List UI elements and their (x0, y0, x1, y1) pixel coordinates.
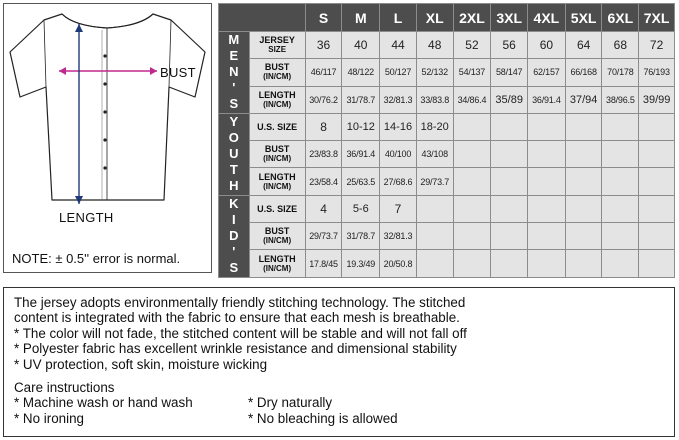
size-cell (491, 223, 528, 250)
section-title: Y O U T H (219, 113, 250, 195)
table-row (219, 250, 675, 277)
row-label-sub: (IN/CM) (263, 236, 292, 246)
section-title: K I D ' S (219, 195, 250, 277)
size-cell: 48/122 (342, 59, 380, 86)
size-cell: 52/132 (416, 59, 453, 86)
size-cell: 23/83.8 (305, 141, 342, 168)
size-cell: 64 (565, 32, 602, 59)
size-cell: 4 (305, 195, 342, 222)
row-label-main: BUST (264, 226, 290, 237)
size-cell (602, 195, 639, 222)
product-notes (3, 287, 675, 437)
row-label-main: BUST (264, 62, 290, 73)
size-cell: 36/91.4 (528, 86, 566, 113)
table-row (219, 32, 675, 59)
notes-line: * UV protection, soft skin, moisture wicking (14, 356, 268, 372)
size-cell (453, 113, 491, 140)
size-header-7xl: 7XL (639, 4, 675, 32)
table-row (219, 113, 675, 140)
size-cell: 37/94 (565, 86, 602, 113)
size-cell: 58/147 (491, 59, 528, 86)
row-label-sub: (IN/CM) (263, 181, 292, 191)
size-cell: 38/96.5 (602, 86, 639, 113)
size-header-row (219, 4, 675, 32)
size-cell: 31/78.7 (342, 223, 380, 250)
row-label (249, 195, 305, 222)
size-cell: 46/117 (305, 59, 342, 86)
size-cell (565, 250, 602, 277)
size-cell (528, 168, 566, 195)
size-cell: 54/137 (453, 59, 491, 86)
row-label-main: LENGTH (258, 171, 296, 182)
size-cell (639, 195, 675, 222)
row-label (249, 168, 305, 195)
row-label (249, 32, 305, 59)
size-cell: 10-12 (342, 113, 380, 140)
size-cell: 72 (639, 32, 675, 59)
size-cell (565, 113, 602, 140)
size-cell: 7 (380, 195, 417, 222)
size-cell: 40/100 (380, 141, 417, 168)
size-cell: 29/73.7 (416, 168, 453, 195)
size-cell (491, 250, 528, 277)
size-cell: 30/76.2 (305, 86, 342, 113)
table-row (219, 86, 675, 113)
table-row (219, 195, 675, 222)
size-cell (639, 223, 675, 250)
size-header-l: L (380, 4, 417, 32)
size-cell: 68 (602, 32, 639, 59)
jersey-outline (4, 4, 213, 274)
size-cell: 14-16 (380, 113, 417, 140)
size-cell: 52 (453, 32, 491, 59)
notes-line: content is integrated with the fabric to ensure that each mesh is breathable. (14, 310, 460, 326)
care-row (14, 395, 664, 410)
size-cell (416, 250, 453, 277)
size-header-5xl: 5XL (565, 4, 602, 32)
size-header-4xl: 4XL (528, 4, 566, 32)
row-label-sub: (IN/CM) (263, 154, 292, 164)
care-item: * No ironing (14, 410, 84, 426)
size-cell: 66/168 (565, 59, 602, 86)
size-cell (491, 195, 528, 222)
size-cell: 34/86.4 (453, 86, 491, 113)
header-corner (219, 4, 306, 32)
size-cell (528, 223, 566, 250)
row-label (249, 141, 305, 168)
size-cell: 40 (342, 32, 380, 59)
size-header-xl: XL (416, 4, 453, 32)
size-cell (565, 195, 602, 222)
size-cell: 43/108 (416, 141, 453, 168)
size-cell (602, 223, 639, 250)
row-label-main: U.S. SIZE (257, 203, 298, 214)
size-cell: 50/127 (380, 59, 417, 86)
size-cell: 56 (491, 32, 528, 59)
size-cell: 76/193 (639, 59, 675, 86)
care-item: * Machine wash or hand wash (14, 395, 193, 411)
size-cell: 39/99 (639, 86, 675, 113)
size-cell (565, 168, 602, 195)
size-cell: 18-20 (416, 113, 453, 140)
row-label (249, 223, 305, 250)
notes-line: * The color will not fade, the stitched content will be stable and will not fall off (14, 325, 467, 341)
size-cell (602, 113, 639, 140)
length-label: LENGTH (59, 210, 114, 225)
size-header-3xl: 3XL (491, 4, 528, 32)
size-cell (453, 168, 491, 195)
care-item: * No bleaching is allowed (248, 410, 398, 426)
size-cell: 20/50.8 (380, 250, 417, 277)
size-cell (528, 113, 566, 140)
size-header-s: S (305, 4, 342, 32)
size-cell: 19.3/49 (342, 250, 380, 277)
care-title: Care instructions (14, 380, 115, 396)
size-cell (453, 195, 491, 222)
size-cell: 70/178 (602, 59, 639, 86)
size-header-6xl: 6XL (602, 4, 639, 32)
size-cell (528, 195, 566, 222)
size-cell: 32/81.3 (380, 86, 417, 113)
size-cell (602, 141, 639, 168)
size-chart-table (218, 3, 675, 278)
size-cell (453, 141, 491, 168)
size-cell (602, 168, 639, 195)
care-item: * Dry naturally (248, 395, 333, 411)
jersey-diagram (3, 3, 212, 273)
size-cell (528, 250, 566, 277)
size-cell (565, 223, 602, 250)
row-label-main: LENGTH (258, 253, 296, 264)
table-row (219, 59, 675, 86)
care-row (14, 411, 664, 426)
size-cell: 32/81.3 (380, 223, 417, 250)
size-cell: 44 (380, 32, 417, 59)
table-row (219, 223, 675, 250)
size-cell (416, 223, 453, 250)
table-row (219, 141, 675, 168)
row-label (249, 86, 305, 113)
size-cell: 33/83.8 (416, 86, 453, 113)
size-cell: 31/78.7 (342, 86, 380, 113)
size-cell: 23/58.4 (305, 168, 342, 195)
row-label-main: JERSEY (259, 35, 295, 46)
row-label-main: BUST (264, 144, 290, 155)
size-cell (416, 195, 453, 222)
size-cell (565, 141, 602, 168)
notes-line: The jersey adopts environmentally friendly stitching technology. The stitched (14, 295, 466, 310)
size-cell: 62/157 (528, 59, 566, 86)
size-cell: 17.8/45 (305, 250, 342, 277)
row-label-sub: (IN/CM) (263, 263, 292, 273)
size-cell: 25/63.5 (342, 168, 380, 195)
size-cell: 29/73.7 (305, 223, 342, 250)
size-cell: 60 (528, 32, 566, 59)
notes-line: * Polyester fabric has excellent wrinkle resistance and dimensional stability (14, 341, 457, 357)
size-cell: 48 (416, 32, 453, 59)
tolerance-note: NOTE: ± 0.5'' error is normal. (12, 251, 181, 266)
size-cell: 35/89 (491, 86, 528, 113)
size-cell (639, 168, 675, 195)
size-cell: 5-6 (342, 195, 380, 222)
size-header-m: M (342, 4, 380, 32)
size-cell (453, 250, 491, 277)
row-label-main: LENGTH (258, 89, 296, 100)
size-cell (491, 113, 528, 140)
size-cell (602, 250, 639, 277)
size-header-2xl: 2XL (453, 4, 491, 32)
section-title: M E N ' S (219, 32, 250, 114)
size-cell (453, 223, 491, 250)
size-cell (491, 141, 528, 168)
row-label (249, 250, 305, 277)
size-cell: 8 (305, 113, 342, 140)
size-cell: 36/91.4 (342, 141, 380, 168)
size-cell (639, 250, 675, 277)
row-label (249, 59, 305, 86)
size-cell (491, 168, 528, 195)
row-label (249, 113, 305, 140)
row-label-sub: (IN/CM) (263, 72, 292, 82)
row-label-sub: SIZE (268, 45, 287, 55)
size-cell (528, 141, 566, 168)
size-cell (639, 113, 675, 140)
table-row (219, 168, 675, 195)
bust-label: BUST (160, 65, 196, 80)
size-cell (639, 141, 675, 168)
row-label-main: U.S. SIZE (257, 122, 298, 133)
size-cell: 36 (305, 32, 342, 59)
size-cell: 27/68.6 (380, 168, 417, 195)
row-label-sub: (IN/CM) (263, 99, 292, 109)
